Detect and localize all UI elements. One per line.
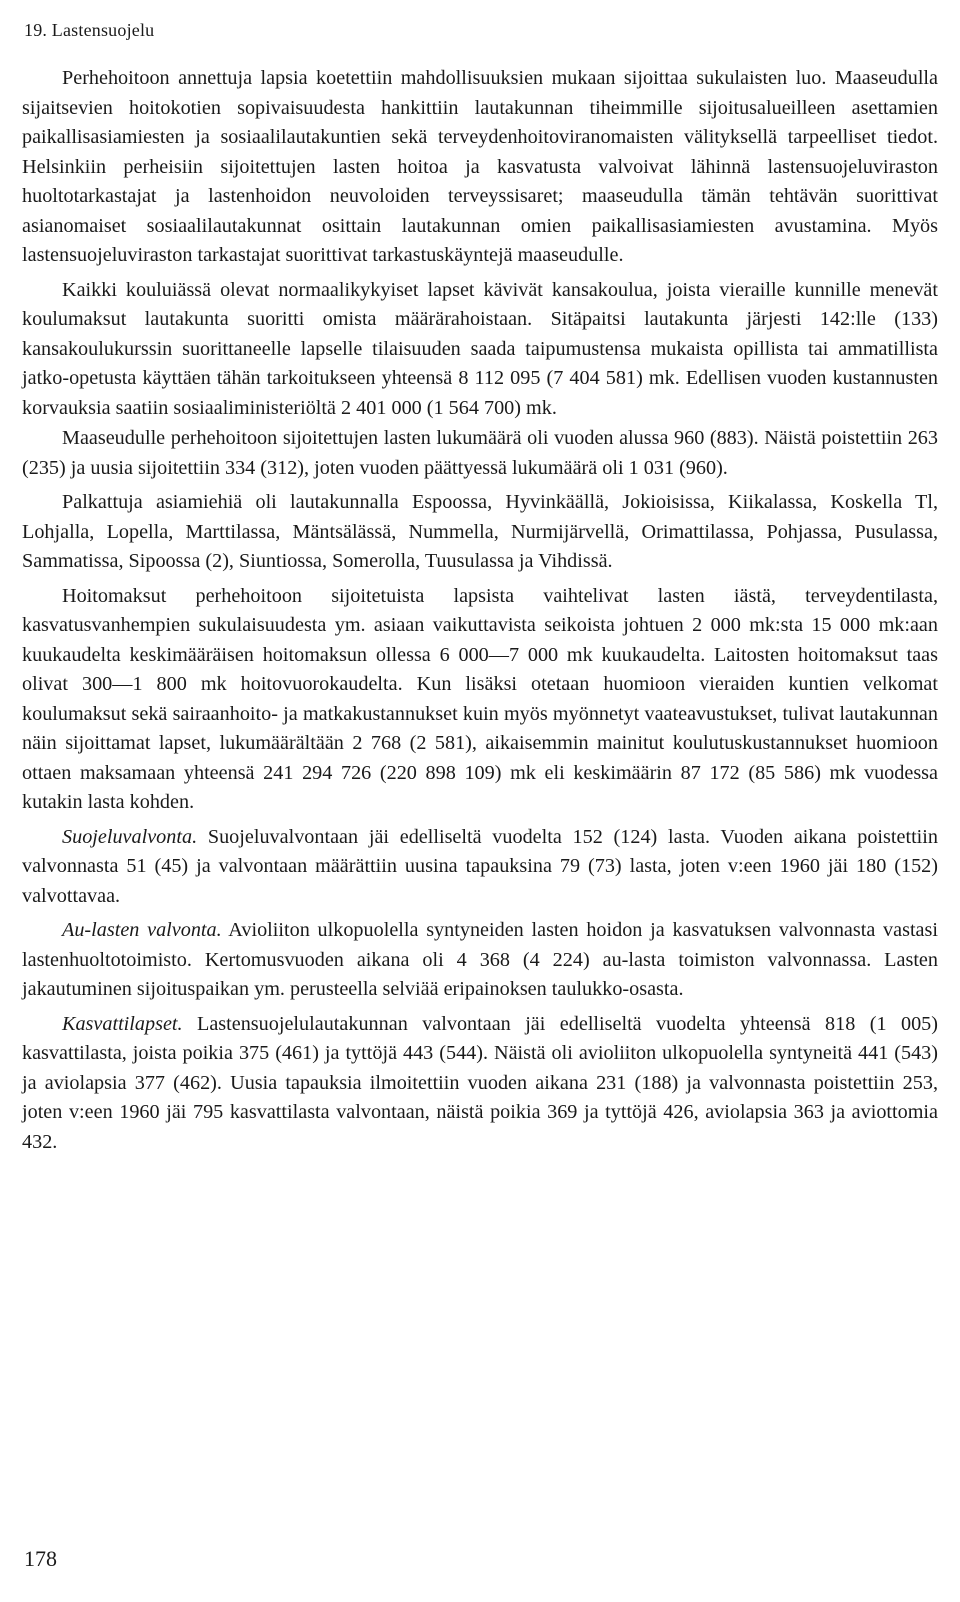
paragraph-text: Suojeluvalvontaan jäi edelliseltä vuodelta 152 (124) lasta. Vuoden aikana poistettiin valvonnasta 51 (45) ja valvontaan määrättiin uusina tapauksina 79 (73) lasta, joten v:een 1960 jäi 180 (152) valvottavaa. <box>22 825 938 907</box>
paragraph-schooling <box>22 276 938 424</box>
paragraph-protective-supervision <box>22 823 938 912</box>
paragraph-text: Avioliiton ulkopuolella syntyneiden lasten hoidon ja kasvatuksen valvonnasta vastasi lastenhuoltotoimisto. Kertomusvuoden aikana oli 4 368 (4 224) au-lasta toimiston valvonnassa. Lasten jakautuminen sijoituspaikan ym. perusteella selviää eripainoksen taulukko-osasta. <box>22 919 938 1000</box>
paragraph-text: Palkattuja asiamiehiä oli lautakunnalla Espoossa, Hyvinkäällä, Jokioisissa, Kiikalassa, Koskella Tl, Lohjalla, Lopella, Marttilassa, Mäntsälässä, Nummella, Nurmijärvellä, Orimattilassa, Pohjassa, Pusulassa, Sammatissa, Sipoossa (2), Siuntiossa, Somerolla, Tuusulassa ja Vihdissä. <box>22 491 938 572</box>
run-in-heading: Au-lasten valvonta. <box>62 919 222 941</box>
page-number: 178 <box>24 1546 57 1571</box>
paragraph-foster-children <box>22 1010 938 1158</box>
paragraph-agents <box>22 488 938 577</box>
paragraph-text: Lastensuojelulautakunnan valvontaan jäi edelliseltä vuodelta yhteensä 818 (1 005) kasvattilasta, joista poikia 375 (461) ja tyttöjä 443 (544). Näistä oli avioliiton ulkopuolella syntyneitä 441 (543) ja aviolapsia 377 (462). Uusia tapauksia ilmoitettiin vuoden aikana 231 (188) ja valvonnasta poistettiin 253, joten v:een 1960 jäi 795 kasvattilasta valvontaan, näistä poikia 369 ja tyttöjä 426, aviolapsia 363 ja aviottomia 432. <box>22 1012 938 1153</box>
paragraph-text: Perhehoitoon annettuja lapsia koetettiin mahdollisuuksien mukaan sijoittaa sukulaisten luo. Maaseudulla sijaitsevien hoitokotien sopivaisuudesta hankittiin lautakunnan tiheimmille sijoitusalueilleen asettamien paikallisasiamiesten ja sosiaalilautakuntien sekä terveydenhoitoviranomaisten välityksellä tarpeelliset tiedot. Helsinkiin perheisiin sijoitettujen lasten hoitoa ja kasvatusta valvoivat lähinnä lastensuojeluviraston huoltotarkastajat ja lastenhoidon neuvoloiden terveyssisaret; maaseudulla tämän tehtävän suorittivat asianomaiset sosiaalilautakunnat osittain lautakunnan omien paikallisasiamiesten avustamina. Myös lastensuojeluviraston tarkastajat suorittivat tarkastuskäyntejä maaseudulle. <box>22 67 938 266</box>
paragraph-rural-placements <box>22 424 938 483</box>
paragraph-text: Hoitomaksut perhehoitoon sijoitetuista lapsista vaihtelivat lasten iästä, terveydentilasta, kasvatusvanhempien sukulaisuudesta ym. asiaan vaikuttavista seikoista johtuen 2 000 mk:sta 15 000 mk:aan kuukaudelta keskimääräisen hoitomaksun ollessa 6 000—7 000 mk kuukaudelta. Laitosten hoitomaksut taas olivat 300—1 800 mk hoitovuorokaudelta. Kun lisäksi otetaan huomioon vieraiden kuntien velkomat koulumaksut sekä sairaanhoito- ja matkakustannukset kuin myös myönnetyt vaateavustukset, tulivat lautakunnan näin sijoittamat lapset, lukumäärältään 2 768 (2 581), aikaisemmin mainitut koulutuskustannukset huomioon ottaen maksamaan yhteensä 241 294 726 (220 898 109) mk eli keskimäärin 87 172 (85 586) mk vuodessa kutakin lasta kohden. <box>22 584 938 813</box>
run-in-heading: Suojeluvalvonta. <box>62 825 198 848</box>
paragraph-care-fees <box>22 582 938 818</box>
paragraph-text: Kaikki kouluiässä olevat normaalikykyiset lapset kävivät kansakoulua, joista vieraille kunnille menevät koulumaksut lautakunta suoritti omista määrärahoistaan. Sitäpaitsi lautakunta järjesti 142:lle (133) kansakoulukurssin suorittaneelle lapselle tilaisuuden saada taipumustensa mukaista opillista tai ammatillista jatko-opetusta käyttäen tähän tarkoitukseen yhteensä 8 112 095 (7 404 581) mk. Edellisen vuoden kustannusten korvauksia saatiin sosiaaliministeriöltä 2 401 000 (1 564 700) mk. <box>22 278 938 419</box>
run-in-heading: Kasvattilapset. <box>62 1012 183 1035</box>
paragraph-text: Maaseudulle perhehoitoon sijoitettujen lasten lukumäärä oli vuoden alussa 960 (883). Näistä poistettiin 263 (235) ja uusia sijoitettiin 334 (312), joten vuoden päättyessä lukumäärä oli 1 031 (960). <box>22 427 938 479</box>
paragraph-family-care <box>22 64 938 271</box>
running-header: 19. Lastensuojelu <box>24 20 155 40</box>
body-text <box>22 64 938 1162</box>
paragraph-illegitimate-children <box>22 916 938 1005</box>
